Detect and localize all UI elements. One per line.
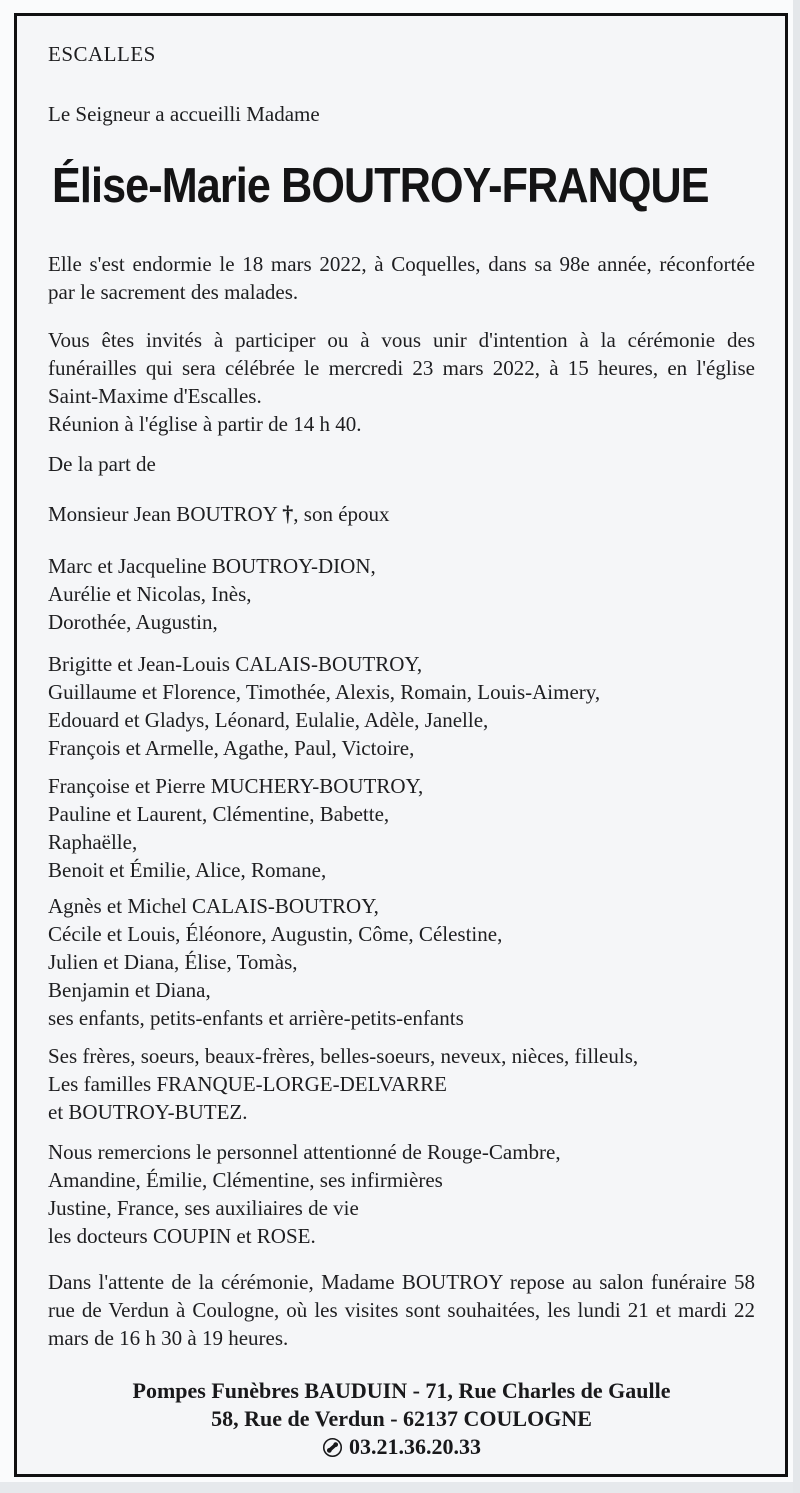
obituary-border-frame [14, 13, 788, 1477]
thanks-line: Amandine, Émilie, Clémentine, ses infirmières [48, 1168, 443, 1192]
family-line: Agnès et Michel CALAIS-BOUTROY, [48, 894, 379, 918]
family-group-calais-boutroy-1 [48, 650, 755, 762]
funeral-home-phone-line [48, 1433, 755, 1461]
family-line: Guillaume et Florence, Timothée, Alexis, Romain, Louis-Aimery, [48, 680, 601, 704]
spouse-line [48, 500, 755, 528]
spouse-relation: , son époux [293, 502, 390, 526]
family-line: Edouard et Gladys, Léonard, Eulalie, Adèle, Janelle, [48, 708, 489, 732]
family-line: Cécile et Louis, Éléonore, Augustin, Côme, Célestine, [48, 922, 503, 946]
family-line: Benoit et Émilie, Alice, Romane, [48, 858, 327, 882]
phone-number: 03.21.36.20.33 [349, 1434, 481, 1459]
thanks-block [48, 1138, 755, 1250]
family-line: Raphaëlle, [48, 830, 138, 854]
family-line: Benjamin et Diana, [48, 978, 211, 1002]
family-line: Pauline et Laurent, Clémentine, Babette, [48, 802, 390, 826]
family-line: François et Armelle, Agathe, Paul, Victoire, [48, 736, 415, 760]
relatives-line: Les familles FRANQUE-LORGE-DELVARRE [48, 1072, 447, 1096]
descendants-summary-line: ses enfants, petits-enfants et arrière-petits-enfants [48, 1006, 464, 1030]
deceased-name: Élise-Marie BOUTROY-FRANQUE [52, 159, 709, 213]
ceremony-paragraph: Vous êtes invités à participer ou à vous unir d'intention à la cérémonie des funérailles qui sera célébrée le mercredi 23 mars 2022, à 15 heures, en l'église Saint-Maxime d'Escalles. [48, 328, 755, 408]
town-name: ESCALLES [48, 42, 156, 66]
family-group-calais-boutroy-2 [48, 892, 755, 1032]
relatives-line: Ses frères, soeurs, beaux-frères, belles-soeurs, neveux, nièces, filleuls, [48, 1044, 639, 1068]
family-line: Brigitte et Jean-Louis CALAIS-BOUTROY, [48, 652, 423, 676]
death-paragraph: Elle s'est endormie le 18 mars 2022, à Coquelles, dans sa 98e année, réconfortée par le sacrement des malades. [48, 252, 755, 304]
cross-icon: † [282, 501, 294, 526]
family-line: Julien et Diana, Élise, Tomàs, [48, 950, 298, 974]
meeting-line: Réunion à l'église à partir de 14 h 40. [48, 412, 362, 436]
repose-paragraph: Dans l'attente de la cérémonie, Madame BOUTROY repose au salon funéraire 58 rue de Verdun à Coulogne, où les visites sont souhaitées, les lundi 21 et mardi 22 mars de 16 h 30 à 19 heures. [48, 1270, 755, 1350]
salutation-line: Le Seigneur a accueilli Madame [48, 102, 320, 126]
family-line: Aurélie et Nicolas, Inès, [48, 582, 252, 606]
spouse-name: Monsieur Jean BOUTROY [48, 502, 283, 526]
funeral-home-line1: Pompes Funèbres BAUDUIN - 71, Rue Charles de Gaulle [132, 1378, 671, 1403]
on-behalf-of-label: De la part de [48, 452, 156, 476]
relatives-line: et BOUTROY-BUTEZ. [48, 1100, 248, 1124]
phone-circled-icon [322, 1437, 343, 1458]
family-group-boutroy-dion [48, 552, 755, 636]
family-line: Françoise et Pierre MUCHERY-BOUTROY, [48, 774, 424, 798]
relatives-block [48, 1042, 755, 1126]
thanks-line: les docteurs COUPIN et ROSE. [48, 1224, 316, 1248]
funeral-home-footer [48, 1377, 755, 1461]
family-line: Marc et Jacqueline BOUTROY-DION, [48, 554, 376, 578]
thanks-line: Nous remercions le personnel attentionné de Rouge-Cambre, [48, 1140, 561, 1164]
funeral-home-line2: 58, Rue de Verdun - 62137 COULOGNE [211, 1406, 592, 1431]
family-group-muchery-boutroy [48, 772, 755, 884]
family-line: Dorothée, Augustin, [48, 610, 218, 634]
thanks-line: Justine, France, ses auxiliaires de vie [48, 1196, 359, 1220]
